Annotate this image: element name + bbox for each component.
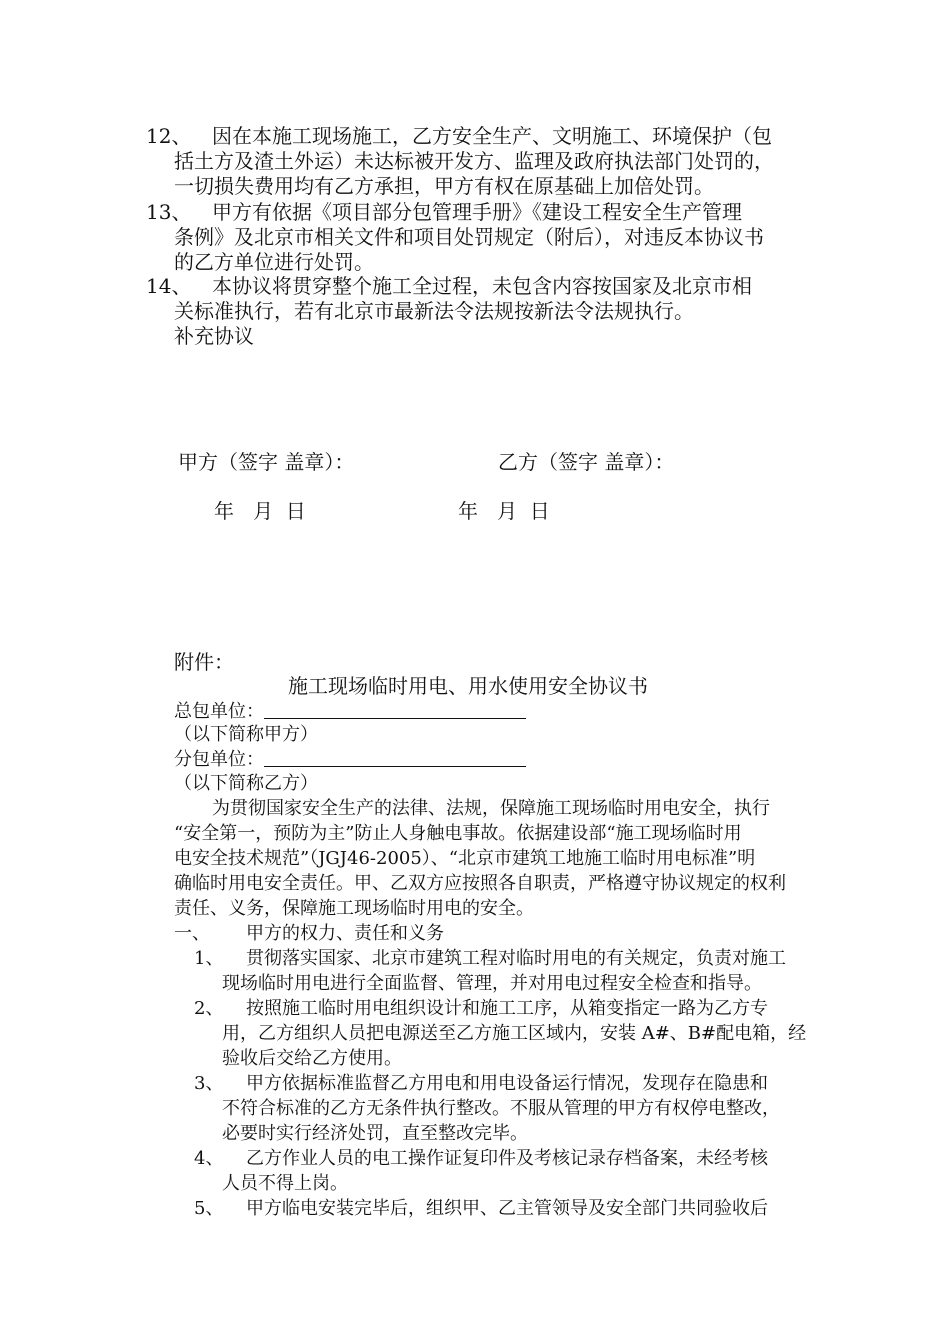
item3-number: 3、 — [194, 1073, 224, 1094]
item2-line-1: 按照施工临时用电组织设计和施工工序，从箱变指定一路为乙方专 — [246, 998, 768, 1019]
general-contractor-note: （以下简称甲方） — [174, 724, 318, 745]
subcontractor-blank — [264, 750, 526, 767]
general-contractor-field — [174, 702, 526, 721]
intro-line-2: “安全第一，预防为主”防止人身触电事故。依据建设部“施工现场临时用 — [174, 823, 742, 844]
party-a-date: 年 月 日 — [214, 499, 306, 523]
party-a-signature-label: 甲方（签字 盖章）： — [178, 450, 355, 474]
intro-line-4: 确临时用电安全责任。甲、乙双方应按照各自职责，严格遵守协议规定的权利 — [174, 873, 786, 894]
item4-line-1: 乙方作业人员的电工操作证复印件及考核记录存档备案，未经考核 — [246, 1148, 768, 1169]
item3-line-2: 不符合标准的乙方无条件执行整改。不服从管理的甲方有权停电整改， — [222, 1098, 780, 1119]
attachment-label: 附件： — [174, 650, 234, 674]
intro-line-5: 责任、义务，保障施工现场临时用电的安全。 — [174, 898, 534, 919]
item13-line-1: 甲方有依据《项目部分包管理手册》《建设工程安全生产管理 — [212, 200, 742, 224]
intro-line-1: 为贯彻国家安全生产的法律、法规，保障施工现场临时用电安全，执行 — [212, 798, 770, 819]
item5-number: 5、 — [194, 1198, 224, 1219]
item2-number: 2、 — [194, 998, 224, 1019]
item13-number: 13、 — [146, 200, 192, 224]
attachment-title: 施工现场临时用电、用水使用安全协议书 — [288, 674, 648, 698]
subcontractor-field — [174, 750, 526, 769]
item13-line-2: 条例》及北京市相关文件和项目处罚规定（附后），对违反本协议书 — [174, 225, 764, 249]
item4-line-2: 人员不得上岗。 — [222, 1173, 348, 1194]
intro-line-3: 电安全技术规范”（JGJ46-2005）、“北京市建筑工地施工临时用电标准”明 — [174, 848, 756, 869]
general-contractor-blank — [264, 702, 526, 719]
item3-line-3: 必要时实行经济处罚，直至整改完毕。 — [222, 1123, 528, 1144]
subcontractor-label: 分包单位： — [174, 749, 264, 770]
supplement-agreement-heading: 补充协议 — [174, 324, 254, 348]
item12-line-3: 一切损失费用均有乙方承担，甲方有权在原基础上加倍处罚。 — [174, 174, 714, 198]
item2-line-2: 用，乙方组织人员把电源送至乙方施工区域内，安装 A#、B#配电箱，经 — [222, 1023, 807, 1044]
item12-line-1: 因在本施工现场施工，乙方安全生产、文明施工、环境保护（包 — [212, 124, 772, 148]
general-contractor-label: 总包单位： — [174, 701, 264, 722]
item14-number: 14、 — [146, 274, 192, 298]
item1-line-1: 贯彻落实国家、北京市建筑工程对临时用电的有关规定，负责对施工 — [246, 948, 786, 969]
party-b-date: 年 月 日 — [458, 499, 550, 523]
item2-line-3: 验收后交给乙方使用。 — [222, 1048, 402, 1069]
section-heading: 甲方的权力、责任和义务 — [246, 923, 444, 944]
item13-line-3: 的乙方单位进行处罚。 — [174, 250, 374, 274]
subcontractor-note: （以下简称乙方） — [174, 773, 318, 794]
item14-line-1: 本协议将贯穿整个施工全过程，未包含内容按国家及北京市相 — [212, 274, 752, 298]
item3-line-1: 甲方依据标准监督乙方用电和用电设备运行情况，发现存在隐患和 — [246, 1073, 768, 1094]
item12-line-2: 括土方及渣土外运）未达标被开发方、监理及政府执法部门处罚的， — [174, 149, 774, 173]
item14-line-2: 关标准执行，若有北京市最新法令法规按新法令法规执行。 — [174, 299, 694, 323]
item1-line-2: 现场临时用电进行全面监督、管理，并对用电过程安全检查和指导。 — [222, 973, 762, 994]
item12-number: 12、 — [146, 124, 192, 148]
party-b-signature-label: 乙方（签字 盖章）： — [498, 450, 675, 474]
item4-number: 4、 — [194, 1148, 224, 1169]
item1-number: 1、 — [194, 948, 224, 969]
item5-line-1: 甲方临电安装完毕后，组织甲、乙主管领导及安全部门共同验收后 — [246, 1198, 768, 1219]
section-heading-number: 一、 — [174, 923, 210, 944]
